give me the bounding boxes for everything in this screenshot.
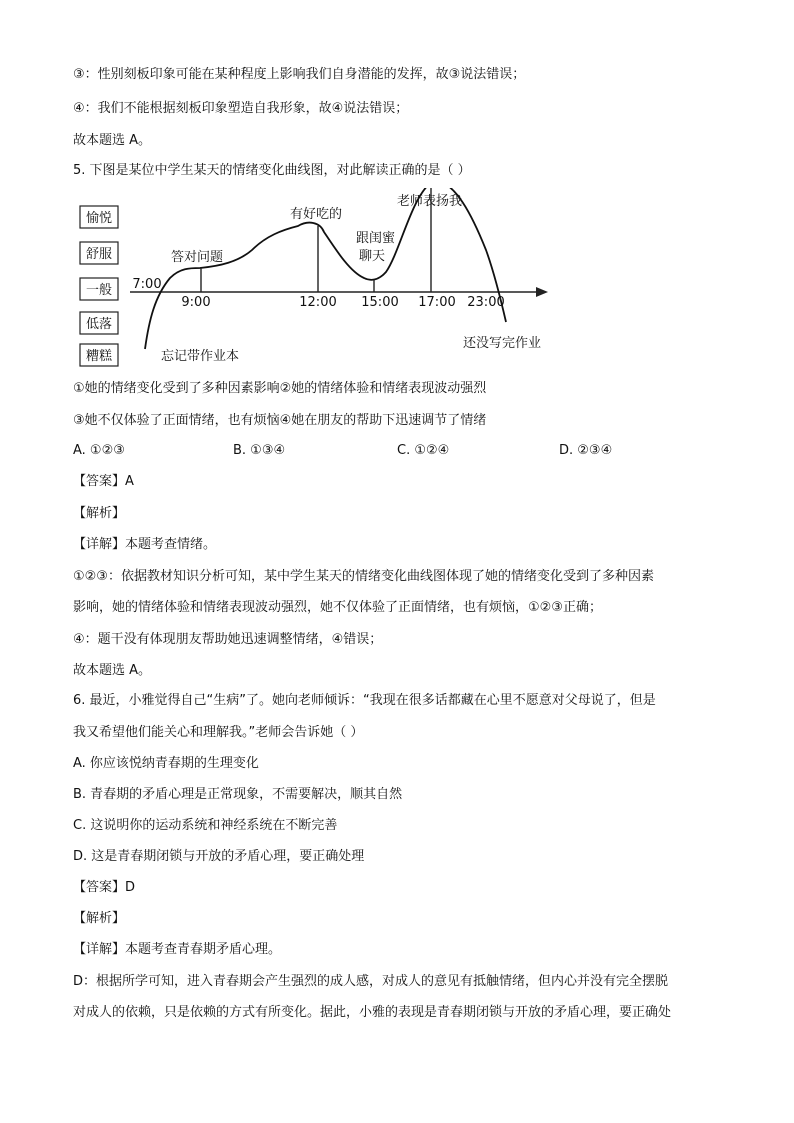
q5-option-d: D. ②③④	[559, 443, 613, 458]
q5-option-a: A. ①②③	[73, 443, 125, 458]
q6-answer: 【答案】D	[73, 880, 136, 895]
event-answered: 答对问题	[171, 250, 224, 265]
event-chat-line-2: 聊天	[359, 249, 386, 264]
prev-line-2: ④：我们不能根据刻板印象塑造自我形象，故④说法错误；	[73, 101, 409, 116]
time-label-9: 9:00	[181, 295, 211, 310]
q5-answer: 【答案】A	[73, 474, 134, 489]
time-label-15: 15:00	[361, 295, 399, 310]
q6-detail-heading: 【详解】本题考查青春期矛盾心理。	[73, 942, 282, 957]
q6-option-c: C. 这说明你的运动系统和神经系统在不断完善	[73, 818, 338, 833]
q5-detail-heading: 【详解】本题考查情绪。	[73, 537, 217, 552]
q5-analysis-heading: 【解析】	[73, 506, 126, 521]
q5-explanation-line-2: 影响，她的情绪体验和情绪表现波动强烈，她不仅体验了正面情绪，也有烦恼，①②③正确；	[73, 600, 602, 615]
q5-option-b: B. ①③④	[233, 443, 286, 458]
q6-option-a: A. 你应该悦纳青春期的生理变化	[73, 756, 259, 771]
event-unfinished: 还没写完作业	[463, 336, 542, 351]
axis-arrowhead	[536, 287, 548, 297]
level-labels	[80, 206, 118, 366]
q6-stem-line-2: 我又希望他们能关心和理解我。”老师会告诉她（ ）	[73, 725, 364, 740]
event-forgot-homework: 忘记带作业本	[161, 349, 240, 364]
prev-line-3: 故本题选 A。	[73, 133, 152, 148]
level-label-2: 舒服	[85, 247, 113, 262]
event-praise: 老师表扬我	[397, 194, 463, 209]
level-label-4: 低落	[85, 317, 113, 332]
q5-stem: 5. 下图是某位中学生某天的情绪变化曲线图，对此解读正确的是（ ）	[73, 163, 471, 178]
q5-explanation-line-1: ①②③：依据教材知识分析可知，某中学生某天的情绪变化曲线图体现了她的情绪变化受到了多种因素	[73, 569, 654, 584]
time-label-17: 17:00	[418, 295, 456, 310]
q5-explanation-line-3: ④：题干没有体现朋友帮助她迅速调整情绪，④错误；	[73, 632, 383, 647]
q6-explanation-line-1: D：根据所学可知，进入青春期会产生强烈的成人感，对成人的意见有抵触情绪，但内心并没有完全摆脱	[73, 974, 669, 989]
event-food: 有好吃的	[290, 207, 343, 222]
q5-options	[73, 443, 713, 459]
emotion-curve-figure	[70, 188, 560, 370]
q5-statement-line-1: ①她的情绪变化受到了多种因素影响②她的情绪体验和情绪表现波动强烈	[73, 381, 487, 396]
q6-analysis-heading: 【解析】	[73, 911, 126, 926]
q5-conclusion: 故本题选 A。	[73, 663, 152, 678]
level-label-3: 一般	[85, 283, 113, 298]
time-label-23: 23:00	[467, 295, 505, 310]
level-label-1: 愉悦	[85, 211, 113, 226]
level-label-5: 糟糕	[85, 349, 113, 364]
time-label-12: 12:00	[299, 295, 337, 310]
q5-option-c: C. ①②④	[397, 443, 450, 458]
event-labels	[161, 193, 541, 364]
time-label-7: 7:00	[132, 277, 162, 292]
event-chat-line-1: 跟闺蜜	[356, 231, 396, 246]
prev-line-1: ③：性别刻板印象可能在某种程度上影响我们自身潜能的发挥，故③说法错误；	[73, 67, 526, 82]
q6-option-b: B. 青春期的矛盾心理是正常现象，不需要解决，顺其自然	[73, 787, 403, 802]
q6-stem-line-1: 6. 最近，小雅觉得自己“生病”了。她向老师倾诉：“我现在很多话都藏在心里不愿意对父母说了，但是	[73, 693, 656, 708]
q6-explanation-line-2: 对成人的依赖，只是依赖的方式有所变化。据此，小雅的表现是青春期闭锁与开放的矛盾心理，要正确处	[73, 1005, 672, 1020]
q6-option-d: D. 这是青春期闭锁与开放的矛盾心理，要正确处理	[73, 849, 365, 864]
q5-statement-line-2: ③她不仅体验了正面情绪，也有烦恼④她在朋友的帮助下迅速调节了情绪	[73, 413, 487, 428]
